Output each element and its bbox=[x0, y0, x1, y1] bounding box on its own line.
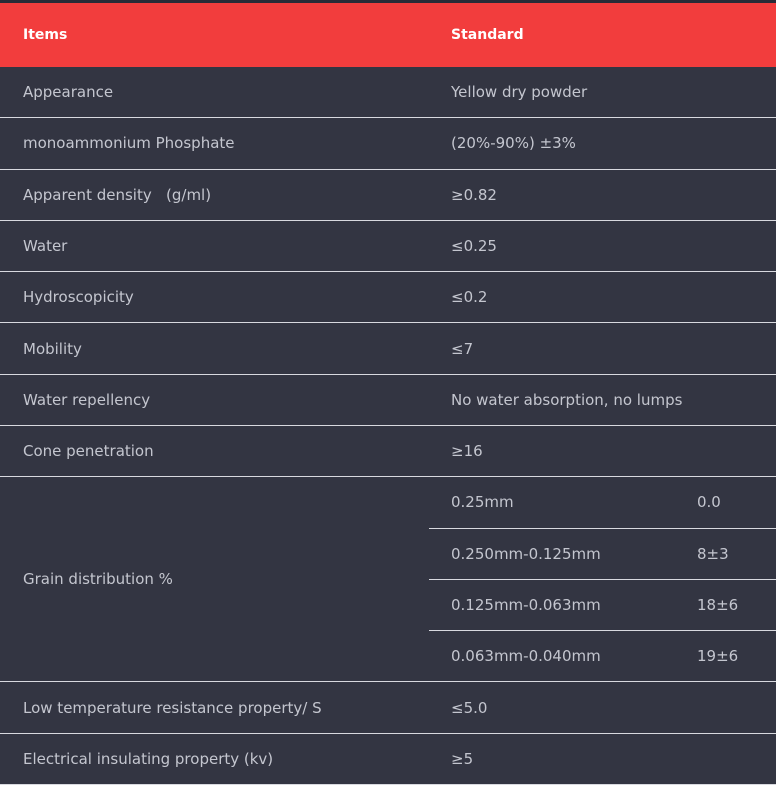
table-row bbox=[0, 220, 776, 271]
grain-range: 0.063mm-0.040mm bbox=[429, 631, 697, 682]
table-row bbox=[0, 118, 776, 169]
row-standard-density: ≥0.82 bbox=[429, 169, 776, 220]
row-item-cone-penetration: Cone penetration bbox=[0, 425, 429, 476]
row-item-mobility: Mobility bbox=[0, 323, 429, 374]
grain-value: 8±3 bbox=[697, 528, 776, 579]
grain-range: 0.250mm-0.125mm bbox=[429, 528, 697, 579]
grain-range: 0.125mm-0.063mm bbox=[429, 579, 697, 630]
table-header-row bbox=[0, 2, 776, 68]
row-item-electrical-insulating: Electrical insulating property (kv) bbox=[0, 733, 429, 784]
row-standard-water: ≤0.25 bbox=[429, 220, 776, 271]
row-item-hydroscopicity: Hydroscopicity bbox=[0, 272, 429, 323]
row-item-grain-distribution: Grain distribution % bbox=[0, 477, 429, 682]
table-row bbox=[0, 323, 776, 374]
table-row bbox=[0, 67, 776, 118]
grain-value: 19±6 bbox=[697, 631, 776, 682]
grain-value: 18±6 bbox=[697, 579, 776, 630]
table-row bbox=[0, 733, 776, 784]
header-standard: Standard bbox=[429, 2, 776, 68]
row-standard-water-repellency: No water absorption, no lumps bbox=[429, 374, 776, 425]
row-standard-cone-penetration: ≥16 bbox=[429, 425, 776, 476]
row-standard-hydroscopicity: ≤0.2 bbox=[429, 272, 776, 323]
grain-range: 0.25mm bbox=[429, 477, 697, 528]
header-items: Items bbox=[0, 2, 429, 68]
table-row bbox=[0, 425, 776, 476]
row-standard-electrical-insulating: ≥5 bbox=[429, 733, 776, 784]
row-item-water: Water bbox=[0, 220, 429, 271]
row-standard-phosphate: (20%-90%) ±3% bbox=[429, 118, 776, 169]
row-item-density: Apparent density (g/ml) bbox=[0, 169, 429, 220]
row-item-water-repellency: Water repellency bbox=[0, 374, 429, 425]
row-item-appearance: Appearance bbox=[0, 67, 429, 118]
table-row bbox=[0, 682, 776, 733]
row-standard-mobility: ≤7 bbox=[429, 323, 776, 374]
table-row bbox=[0, 169, 776, 220]
row-standard-low-temperature: ≤5.0 bbox=[429, 682, 776, 733]
table-row bbox=[0, 272, 776, 323]
row-standard-appearance: Yellow dry powder bbox=[429, 67, 776, 118]
grain-value: 0.0 bbox=[697, 477, 776, 528]
row-item-low-temperature: Low temperature resistance property/ S bbox=[0, 682, 429, 733]
table-row bbox=[0, 477, 776, 528]
table-row bbox=[0, 374, 776, 425]
row-item-phosphate: monoammonium Phosphate bbox=[0, 118, 429, 169]
